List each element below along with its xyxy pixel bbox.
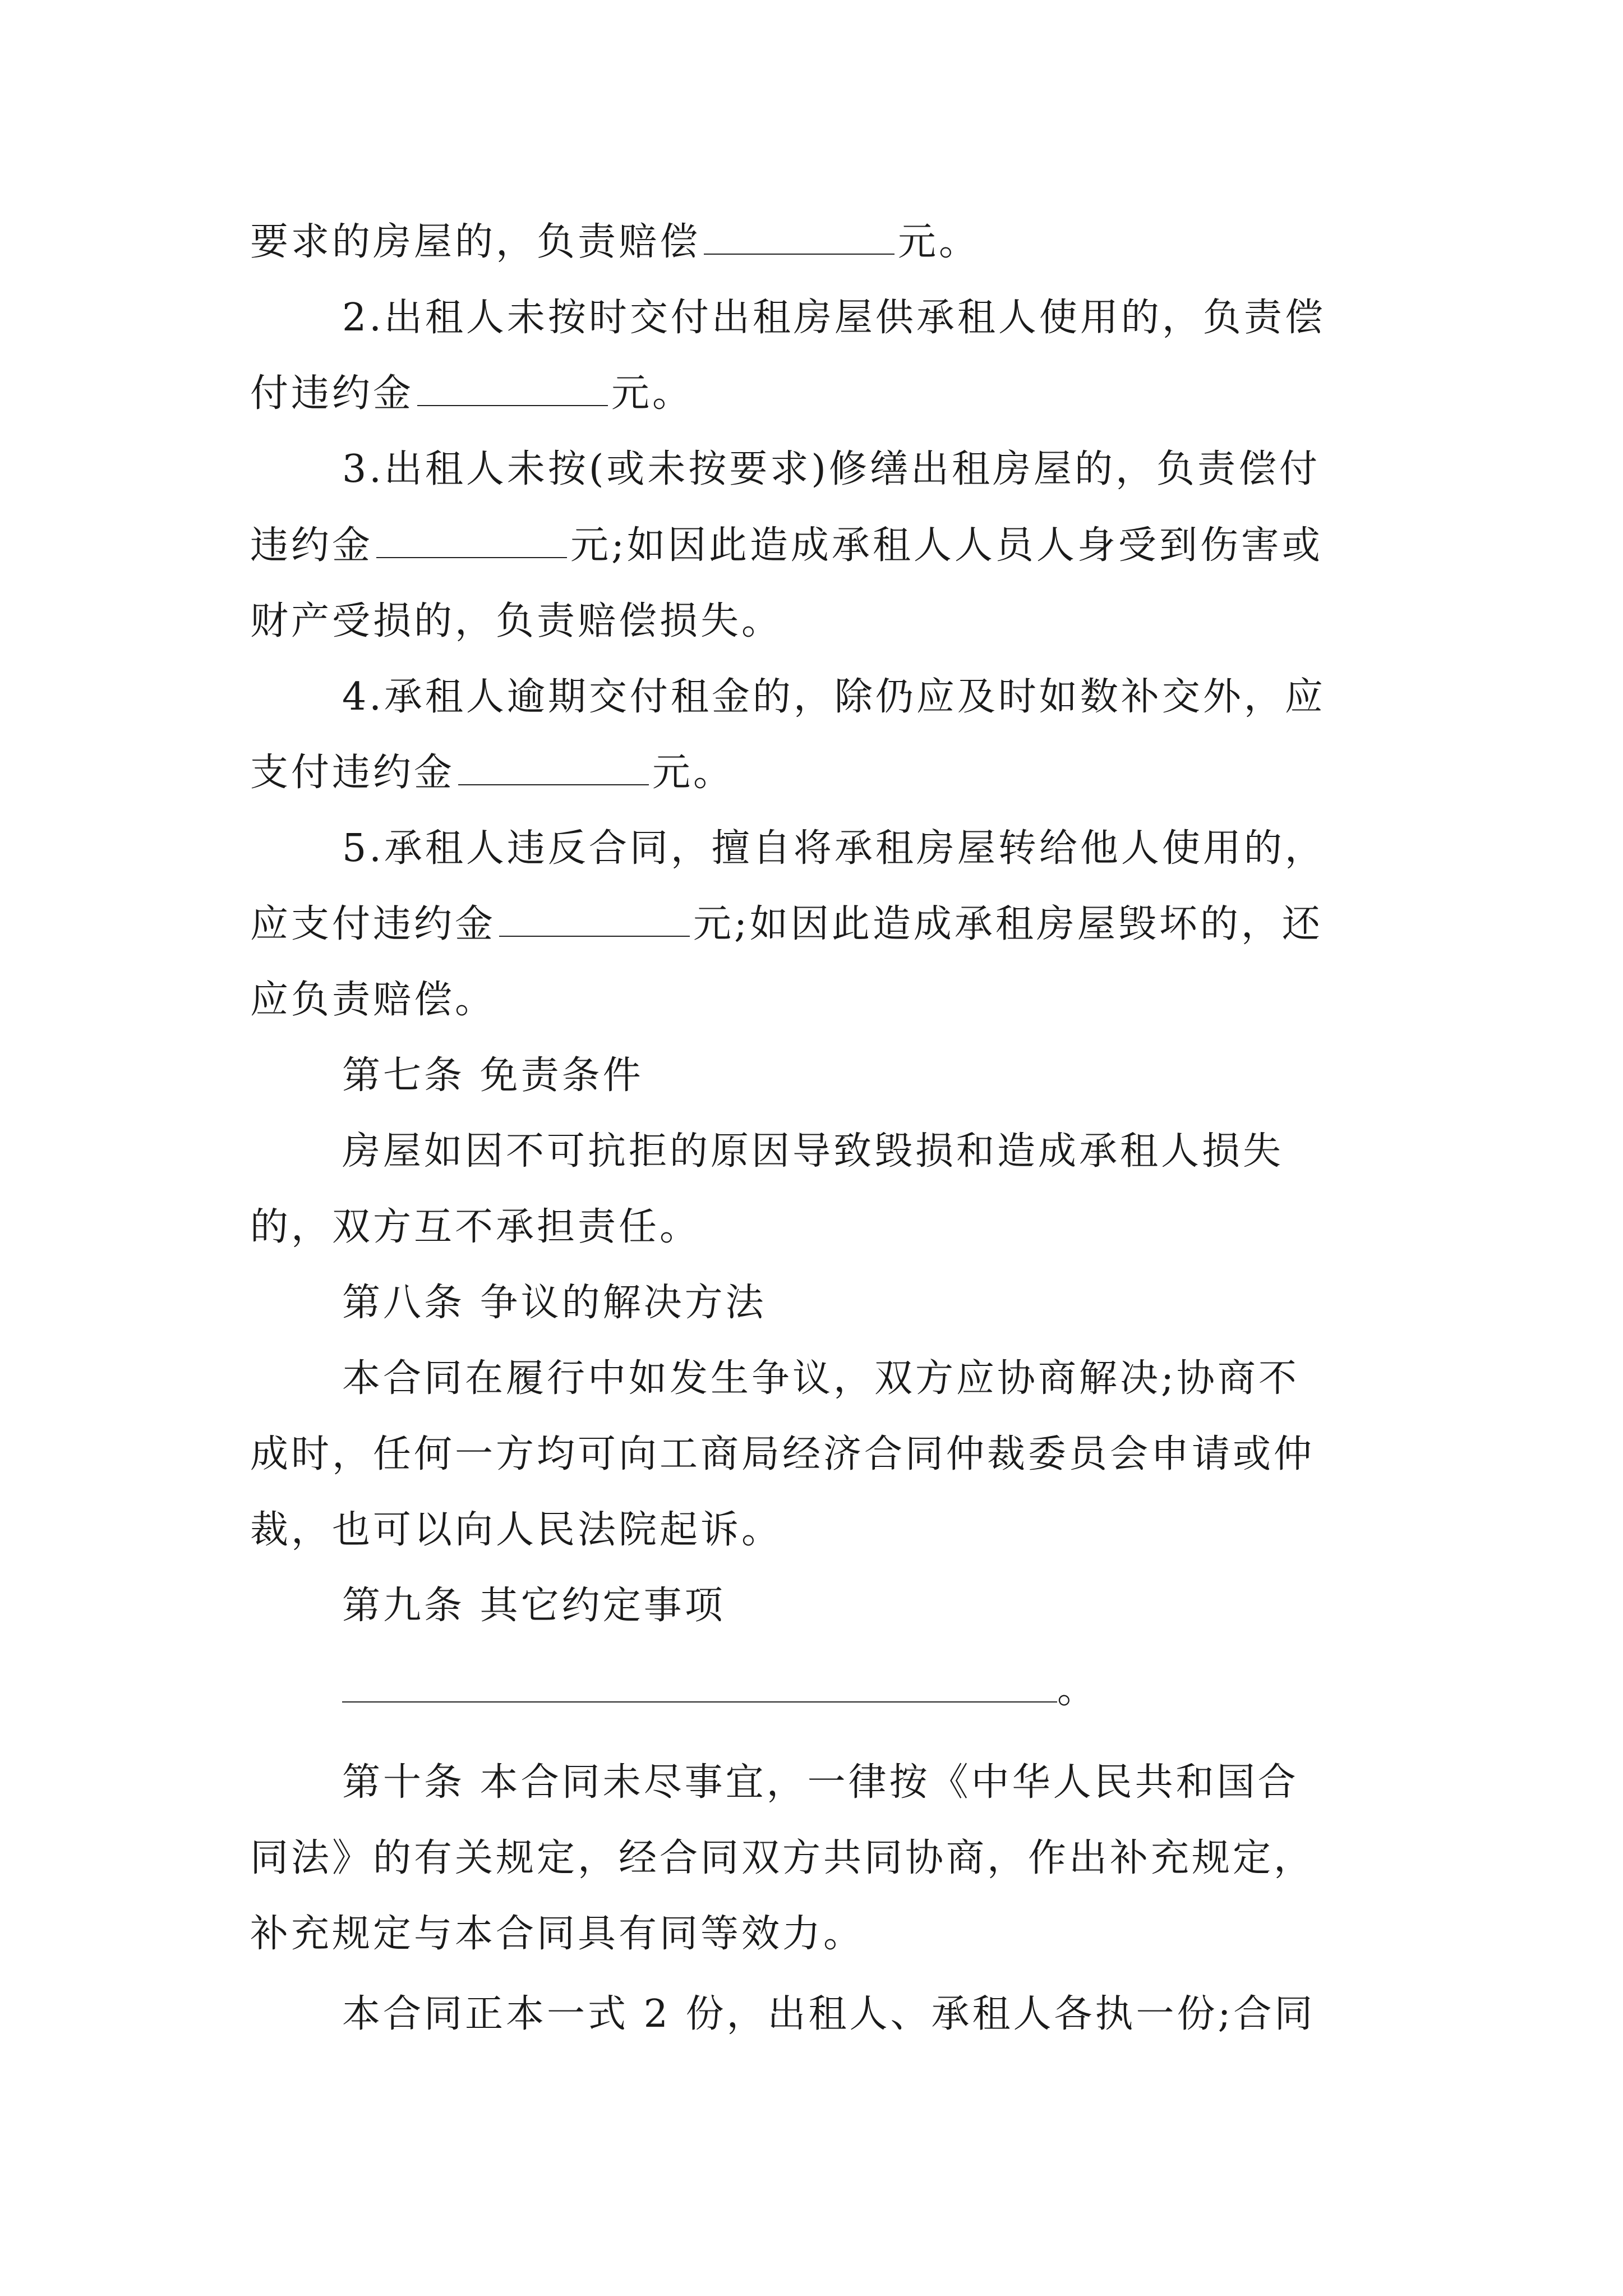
text-line: 同法》的有关规定，经合同双方共同协商，作出补充规定，	[250, 1836, 1315, 1880]
section-heading: 第七条 免责条件	[342, 1053, 644, 1098]
text-line: 付违约金 元。	[250, 371, 694, 416]
fill-in-blank	[458, 752, 649, 785]
section-heading: 第八条 争议的解决方法	[342, 1281, 767, 1325]
text-line: 5.承租人违反合同，擅自将承租房屋转给他人使用的，	[342, 826, 1326, 871]
fill-in-blank	[376, 524, 567, 558]
fill-in-blank	[342, 1669, 1057, 1703]
fill-in-blank	[704, 221, 895, 255]
text-line: 裁，也可以向人民法院起诉。	[250, 1508, 783, 1552]
text-line: 违约金 元;如因此造成承租人人员人身受到伤害或	[250, 523, 1323, 568]
text-line: 。	[342, 1665, 1492, 1715]
section-heading: 第十条 本合同未尽事宜，一律按《中华人民共和国合	[342, 1760, 1299, 1805]
text-line: 本合同正本一式 2 份，出租人、承租人各执一份;合同	[342, 1992, 1316, 2036]
text-line: 支付违约金 元。	[250, 751, 735, 795]
section-heading: 第九条 其它约定事项	[342, 1584, 726, 1628]
text-line: 成时，任何一方均可向工商局经济合同仲裁委员会申请或仲	[250, 1432, 1315, 1476]
fill-in-blank	[417, 372, 608, 406]
text-line: 3.出租人未按(或未按要求)修缮出租房屋的，负责偿付	[342, 447, 1320, 491]
text-line: 补充规定与本合同具有同等效力。	[250, 1912, 865, 1956]
fill-in-blank	[499, 903, 690, 937]
text-line: 房屋如因不可抗拒的原因导致毁损和造成承租人损失	[342, 1129, 1284, 1174]
text-line: 应负责赔偿。	[250, 978, 496, 1022]
text-line: 要求的房屋的，负责赔偿 元。	[250, 220, 980, 264]
text-line: 财产受损的，负责赔偿损失。	[250, 599, 783, 643]
text-line: 4.承租人逾期交付租金的，除仍应及时如数补交外，应	[342, 675, 1326, 719]
text-line: 本合同在履行中如发生争议，双方应协商解决;协商不	[342, 1356, 1299, 1401]
text-line: 2.出租人未按时交付出租房屋供承租人使用的，负责偿	[342, 296, 1326, 340]
text-line: 应支付违约金 元;如因此造成承租房屋毁坏的，还	[250, 902, 1323, 946]
text-line: 的，双方互不承担责任。	[250, 1205, 701, 1249]
